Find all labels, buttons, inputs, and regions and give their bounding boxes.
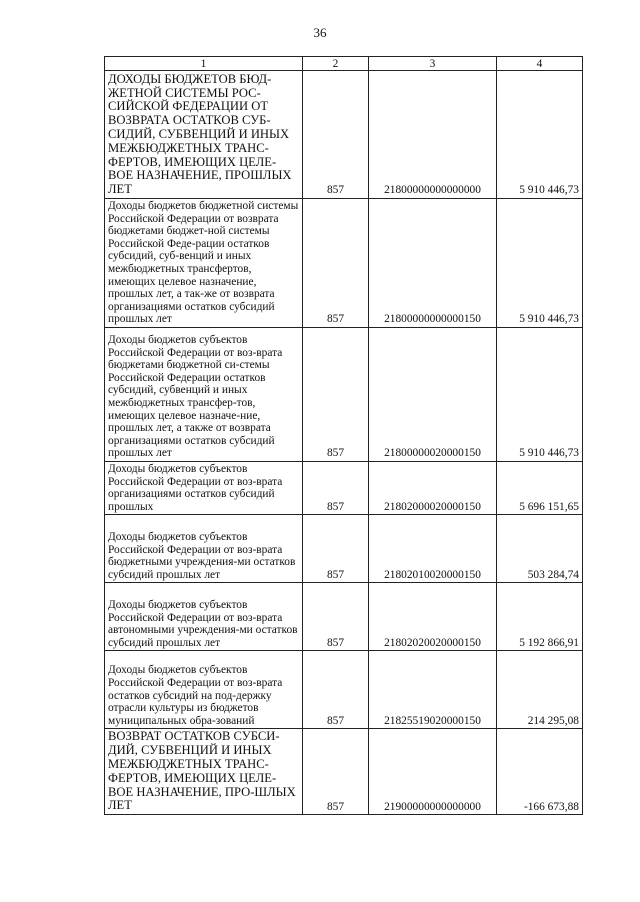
row-budget-code: 21802010020000150 — [369, 515, 497, 583]
row-name: Доходы бюджетов бюджетной системы Российской Федерации от возврата бюджетами бюджет-ной системы Российской Феде-рации остатков субсидий, суб-венций и иных межбюджетных трансфертов, имеющих целевое назначение, прошлых лет, а так-же от возврата организациями остатков субсидий прошлых лет — [105, 199, 303, 328]
table-row — [105, 71, 583, 199]
row-budget-code: 21825519020000150 — [369, 651, 497, 729]
row-admin-code: 857 — [303, 583, 369, 651]
row-admin-code: 857 — [303, 729, 369, 815]
row-name: Доходы бюджетов субъектов Российской Федерации от воз-врата организациями остатков субсидий прошлых — [105, 461, 303, 514]
row-budget-code: 21900000000000000 — [369, 729, 497, 815]
table-row — [105, 461, 583, 514]
row-name: Доходы бюджетов субъектов Российской Федерации от воз-врата автономными учреждения-ми остатков субсидий прошлых лет — [105, 583, 303, 651]
table-row — [105, 327, 583, 461]
row-amount: 214 295,08 — [497, 651, 583, 729]
budget-table — [104, 56, 583, 815]
row-name: Доходы бюджетов субъектов Российской Федерации от воз-врата остатков субсидий на под-держку отрасли культуры из бюджетов муниципальных обра-зований — [105, 651, 303, 729]
table-row — [105, 583, 583, 651]
row-budget-code: 21802000020000150 — [369, 461, 497, 514]
row-amount: -166 673,88 — [497, 729, 583, 815]
table-row — [105, 515, 583, 583]
header-col-2: 2 — [303, 57, 369, 71]
row-budget-code: 21800000020000150 — [369, 327, 497, 461]
row-name: Доходы бюджетов субъектов Российской Федерации от воз-врата бюджетными учреждения-ми остатков субсидий прошлых лет — [105, 515, 303, 583]
row-name: ДОХОДЫ БЮДЖЕТОВ БЮД-ЖЕТНОЙ СИСТЕМЫ РОС-СИЙСКОЙ ФЕДЕРАЦИИ ОТ ВОЗВРАТА ОСТАТКОВ СУБ-СИДИЙ, СУБВЕНЦИЙ И ИНЫХ МЕЖБЮДЖЕТНЫХ ТРАНС-ФЕРТОВ, ИМЕЮЩИХ ЦЕЛЕ-ВОЕ НАЗНАЧЕНИЕ, ПРОШЛЫХ ЛЕТ — [105, 71, 303, 199]
row-amount: 5 910 446,73 — [497, 199, 583, 328]
header-col-4: 4 — [497, 57, 583, 71]
page-number: 36 — [313, 25, 327, 40]
row-name: ВОЗВРАТ ОСТАТКОВ СУБСИ-ДИЙ, СУБВЕНЦИЙ И ИНЫХ МЕЖБЮДЖЕТНЫХ ТРАНС-ФЕРТОВ, ИМЕЮЩИХ ЦЕЛЕ-ВОЕ НАЗНАЧЕНИЕ, ПРО-ШЛЫХ ЛЕТ — [105, 729, 303, 815]
header-col-1: 1 — [105, 57, 303, 71]
row-admin-code: 857 — [303, 199, 369, 328]
row-budget-code: 21800000000000150 — [369, 199, 497, 328]
row-budget-code: 21802020020000150 — [369, 583, 497, 651]
row-name: Доходы бюджетов субъектов Российской Федерации от воз-врата бюджетами бюджетной си-стемы Российской Федерации остатков субсидий, субвенций и иных межбюджетных трансфер-тов, имеющих целевое назначе-ние, прошлых лет, а также от возврата организациями остатков субсидий прошлых лет — [105, 327, 303, 461]
row-admin-code: 857 — [303, 651, 369, 729]
row-budget-code: 21800000000000000 — [369, 71, 497, 199]
table-row — [105, 199, 583, 328]
row-amount: 5 910 446,73 — [497, 327, 583, 461]
row-admin-code: 857 — [303, 71, 369, 199]
row-amount: 5 696 151,65 — [497, 461, 583, 514]
row-admin-code: 857 — [303, 461, 369, 514]
row-amount: 5 192 866,91 — [497, 583, 583, 651]
row-amount: 503 284,74 — [497, 515, 583, 583]
header-col-3: 3 — [369, 57, 497, 71]
row-admin-code: 857 — [303, 327, 369, 461]
row-admin-code: 857 — [303, 515, 369, 583]
table-row — [105, 651, 583, 729]
row-amount: 5 910 446,73 — [497, 71, 583, 199]
table-header-row — [105, 57, 583, 71]
table-row — [105, 729, 583, 815]
